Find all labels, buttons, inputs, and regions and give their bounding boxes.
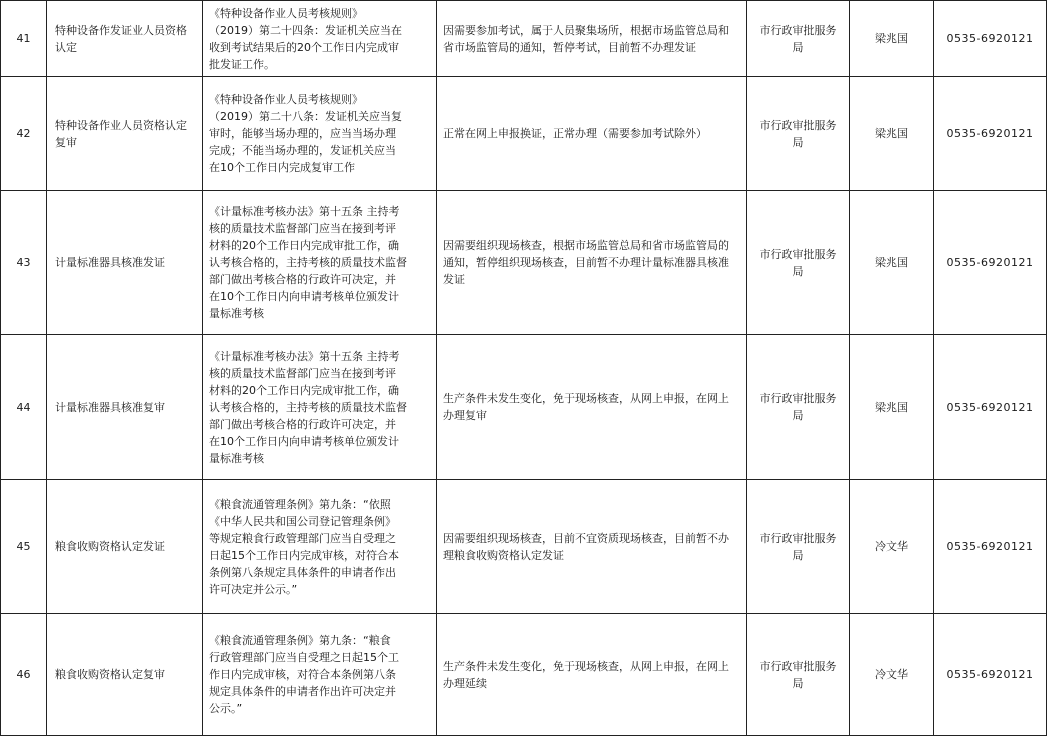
- item-name-cell: 特种设备作业人员资格认定复审: [47, 77, 203, 191]
- legal-basis-line: 《粮食流通管理条例》第九条：“粮食: [209, 634, 391, 647]
- legal-basis-line: 量标准考核: [209, 451, 264, 465]
- legal-basis-line: 批发证工作。: [209, 57, 275, 71]
- legal-basis-line: 公示。”: [209, 702, 243, 715]
- contact-person-cell: 梁兆国: [850, 335, 934, 480]
- legal-basis-line: 条例第八条规定具体条件的申请者作出: [209, 565, 396, 579]
- item-name-cell: 计量标准器具核准复审: [47, 335, 203, 480]
- legal-basis-line: 认考核合格的，主持考核的质量技术监督: [209, 256, 407, 269]
- phone-cell: 0535-6920121: [934, 77, 1047, 191]
- contact-person-cell: 梁兆国: [850, 77, 934, 191]
- row-number-cell: 42: [1, 77, 47, 191]
- contact-person-cell: 梁兆国: [850, 1, 934, 77]
- phone-cell: 0535-6920121: [934, 614, 1047, 736]
- legal-basis-line: 收到考试结果后的20个工作日内完成审: [209, 40, 399, 54]
- handling-status-cell: 因需要参加考试，属于人员聚集场所，根据市场监管总局和省市场监管局的通知，暂停考试，目前暂不办理发证: [437, 1, 747, 77]
- legal-basis-line: 在10个工作日内向申请考核单位颁发计: [209, 290, 399, 303]
- legal-basis-line: 许可决定并公示。”: [209, 582, 298, 596]
- phone-cell: 0535-6920121: [934, 335, 1047, 480]
- item-name-cell: 粮食收购资格认定发证: [47, 480, 203, 614]
- legal-basis-line: 部门做出考核合格的行政许可决定，并: [209, 273, 396, 286]
- table-row: [1, 77, 1047, 191]
- department-cell: 市行政审批服务局: [747, 614, 850, 736]
- legal-basis-line: 材料的20个工作日内完成审批工作，确: [209, 239, 399, 252]
- legal-basis-line: （2019）第二十八条：发证机关应当复: [209, 110, 402, 123]
- legal-basis-line: 核的质量技术监督部门应当在接到考评: [209, 366, 396, 380]
- table-row: [1, 480, 1047, 614]
- contact-person-cell: 冷文华: [850, 614, 934, 736]
- legal-basis-cell: [203, 1, 437, 77]
- handling-status-cell: 生产条件未发生变化，免于现场核查，从网上申报，在网上办理延续: [437, 614, 747, 736]
- legal-basis-line: 部门做出考核合格的行政许可决定，并: [209, 417, 396, 431]
- table-row: [1, 191, 1047, 335]
- row-number-cell: 44: [1, 335, 47, 480]
- legal-basis-line: 《计量标准考核办法》第十五条 主持考: [209, 205, 400, 218]
- legal-basis-cell: [203, 191, 437, 335]
- department-cell: 市行政审批服务局: [747, 335, 850, 480]
- department-cell: 市行政审批服务局: [747, 1, 850, 77]
- table-row: [1, 335, 1047, 480]
- row-number-cell: 43: [1, 191, 47, 335]
- legal-basis-line: 作日内完成审核，对符合本条例第八条: [209, 668, 396, 681]
- legal-basis-line: 《特种设备作业人员考核规则》: [209, 6, 363, 20]
- handling-status-cell: 生产条件未发生变化，免于现场核查，从网上申报，在网上办理复审: [437, 335, 747, 480]
- legal-basis-line: 《特种设备作业人员考核规则》: [209, 93, 363, 106]
- legal-basis-line: （2019）第二十四条：发证机关应当在: [209, 23, 402, 37]
- legal-basis-line: 《粮食流通管理条例》第九条：“依照: [209, 497, 391, 511]
- row-number-cell: 45: [1, 480, 47, 614]
- row-number-cell: 46: [1, 614, 47, 736]
- legal-basis-line: 日起15个工作日内完成审核，对符合本: [209, 548, 399, 562]
- legal-basis-line: 完成；不能当场办理的，发证机关应当: [209, 144, 396, 157]
- table-row: [1, 614, 1047, 736]
- legal-basis-cell: [203, 77, 437, 191]
- phone-cell: 0535-6920121: [934, 1, 1047, 77]
- department-cell: 市行政审批服务局: [747, 191, 850, 335]
- contact-person-cell: 冷文华: [850, 480, 934, 614]
- legal-basis-line: 认考核合格的，主持考核的质量技术监督: [209, 400, 407, 414]
- contact-person-cell: 梁兆国: [850, 191, 934, 335]
- handling-status-cell: 因需要组织现场核查，目前不宜资质现场核查，目前暂不办理粮食收购资格认定发证: [437, 480, 747, 614]
- legal-basis-cell: [203, 614, 437, 736]
- item-name-cell: 计量标准器具核准发证: [47, 191, 203, 335]
- legal-basis-cell: [203, 335, 437, 480]
- table-row: [1, 1, 1047, 77]
- legal-basis-line: 行政管理部门应当自受理之日起15个工: [209, 651, 399, 664]
- handling-status-cell: 因需要组织现场核查，根据市场监管总局和省市场监管局的通知，暂停组织现场核查，目前暂不办理计量标准器具核准发证: [437, 191, 747, 335]
- legal-basis-line: 审时，能够当场办理的，应当当场办理: [209, 127, 396, 140]
- row-number-cell: 41: [1, 1, 47, 77]
- legal-basis-line: 在10个工作日内完成复审工作: [209, 161, 355, 174]
- legal-basis-line: 规定具体条件的申请者作出许可决定并: [209, 685, 396, 698]
- legal-basis-line: 核的质量技术监督部门应当在接到考评: [209, 222, 396, 235]
- legal-basis-line: 在10个工作日内向申请考核单位颁发计: [209, 434, 399, 448]
- phone-cell: 0535-6920121: [934, 480, 1047, 614]
- department-cell: 市行政审批服务局: [747, 77, 850, 191]
- legal-basis-line: 《计量标准考核办法》第十五条 主持考: [209, 349, 400, 363]
- legal-basis-line: 量标准考核: [209, 307, 264, 320]
- legal-basis-line: 等规定粮食行政管理部门应当自受理之: [209, 531, 396, 545]
- legal-basis-cell: [203, 480, 437, 614]
- handling-status-cell: 正常在网上申报换证，正常办理（需要参加考试除外）: [437, 77, 747, 191]
- item-name-cell: 粮食收购资格认定复审: [47, 614, 203, 736]
- department-cell: 市行政审批服务局: [747, 480, 850, 614]
- phone-cell: 0535-6920121: [934, 191, 1047, 335]
- legal-basis-line: 《中华人民共和国公司登记管理条例》: [209, 514, 396, 528]
- legal-basis-line: 材料的20个工作日内完成审批工作，确: [209, 383, 399, 397]
- table-body: [1, 1, 1047, 736]
- item-name-cell: 特种设备作发证业人员资格认定: [47, 1, 203, 77]
